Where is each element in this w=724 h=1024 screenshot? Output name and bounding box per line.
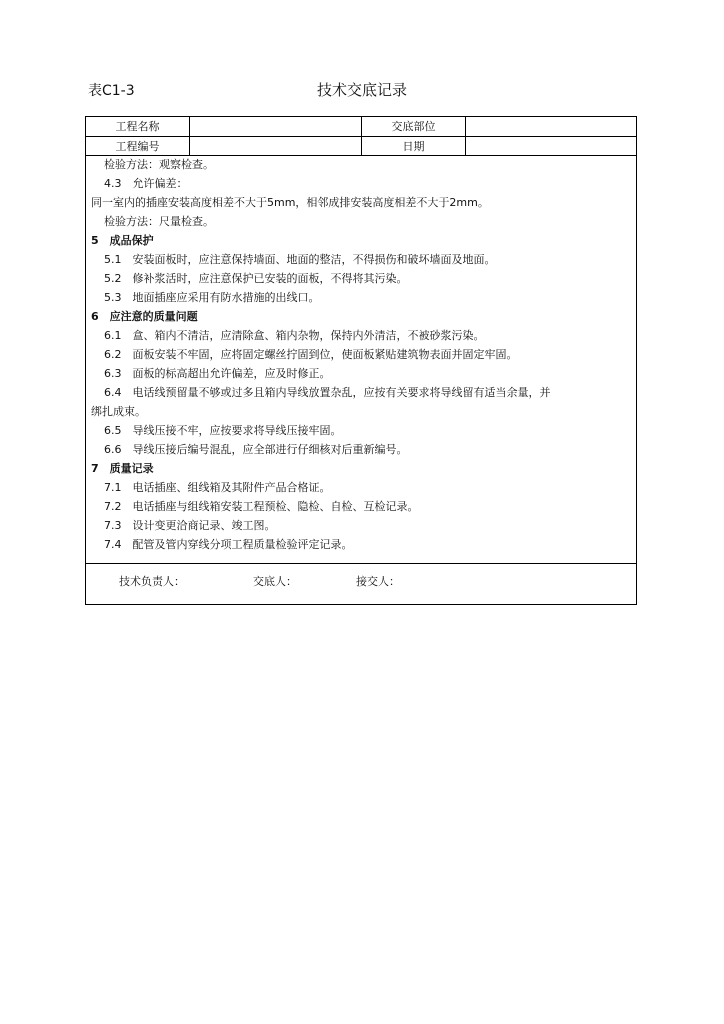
page-title: 技术交底记录 [316,81,407,99]
location-value[interactable] [465,117,636,136]
info-table [86,117,636,156]
content-line: 5.2 修补浆活时，应注意保护已安装的面板，不得将其污染。 [104,272,408,285]
info-row-1 [86,117,636,136]
section-heading: 7 质量记录 [91,462,154,475]
content-line: 绑扎成束。 [91,405,146,418]
content-line: 检验方法：观察检查。 [104,158,214,171]
content-line: 6.4 电话线预留量不够或过多且箱内导线放置杂乱，应按有关要求将导线留有适当余量，并 [104,386,551,399]
content-line: 6.6 导线压接后编号混乱，应全部进行仔细核对后重新编号。 [104,443,408,456]
content-line: 7.1 电话插座、组线箱及其附件产品合格证。 [104,481,331,494]
content-line: 4.3 允许偏差： [104,177,188,190]
content-line: 6.1 盒、箱内不清洁，应清除盒、箱内杂物，保持内外清洁，不被砂浆污染。 [104,329,485,342]
content-line: 7.2 电话插座与组线箱安装工程预检、隐检、自检、互检记录。 [104,500,419,513]
content-line: 6.3 面板的标高超出允许偏差，应及时修正。 [104,367,331,380]
project-name-value[interactable] [189,117,361,136]
project-no-value[interactable] [189,137,361,156]
date-value[interactable] [465,137,636,156]
content-line: 检验方法：尺量检查。 [104,215,214,228]
content-line: 6.5 导线压接不牢，应按要求将导线压接牢固。 [104,424,342,437]
receiver-signature[interactable]: 接交人： [356,575,400,588]
content-line: 5.1 安装面板时，应注意保持墙面、地面的整洁，不得损伤和破坏墙面及地面。 [104,253,496,266]
section-heading: 5 成品保护 [91,234,154,247]
record-sheet [85,116,637,605]
content-line: 7.3 设计变更洽商记录、竣工图。 [104,519,276,532]
date-label: 日期 [361,137,465,156]
presenter-signature[interactable]: 交底人： [253,575,297,588]
project-no-label: 工程编号 [115,140,160,153]
content-line: 7.4 配管及管内穿线分项工程质量检验评定记录。 [104,538,353,551]
signature-divider [86,563,636,564]
location-label: 交底部位 [361,117,465,136]
project-name-label: 工程名称 [115,120,160,133]
section-heading: 6 应注意的质量问题 [91,310,198,323]
content-line: 同一室内的插座安装高度相差不大于5mm，相邻成排安装高度相差不大于2mm。 [91,196,489,209]
form-code: 表C1-3 [88,83,135,99]
content-line: 6.2 面板安装不牢固，应将固定螺丝拧固到位，使面板紧贴建筑物表面并固定牢固。 [104,348,518,361]
content-line: 5.3 地面插座应采用有防水措施的出线口。 [104,291,320,304]
tech-lead-signature[interactable]: 技术负责人： [119,575,185,588]
info-row-2 [86,136,636,156]
